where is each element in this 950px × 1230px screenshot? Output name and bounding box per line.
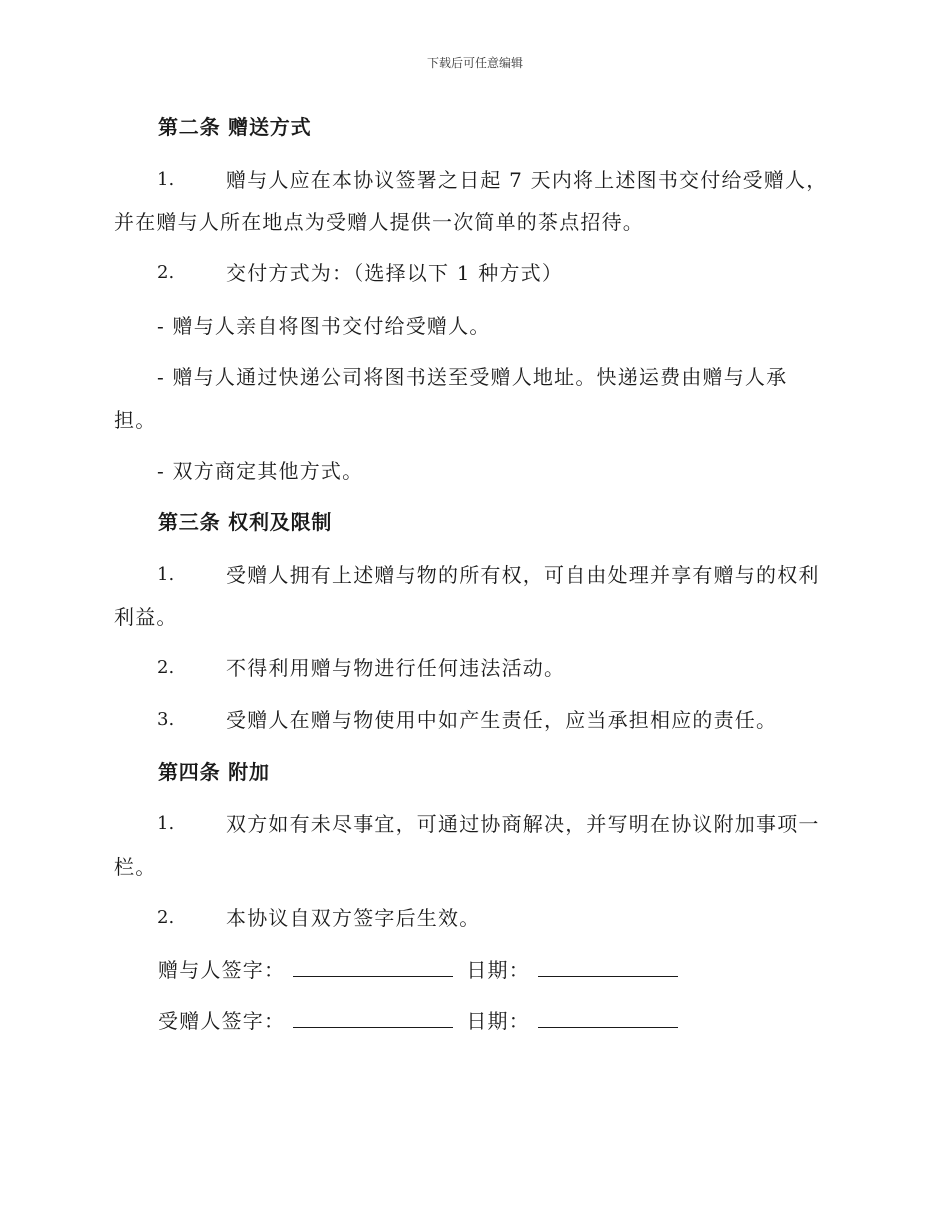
item-number: 1. xyxy=(157,169,175,190)
donor-date-field[interactable] xyxy=(538,958,678,977)
donor-signature-row xyxy=(158,958,678,982)
donee-signature-field[interactable] xyxy=(293,1009,453,1028)
item-number: 3. xyxy=(157,709,175,730)
section-heading-3: 第三条 权利及限制 xyxy=(158,510,333,534)
item-number: 1. xyxy=(157,813,175,834)
option-line: - 赠与人通过快递公司将图书送至受赠人地址。快递运费由赠与人承 xyxy=(157,365,788,389)
paragraph-line: 受赠人拥有上述赠与物的所有权，可自由处理并享有赠与的权利 xyxy=(226,563,820,587)
paragraph-line: 栏。 xyxy=(114,855,157,879)
paragraph-line: 担。 xyxy=(114,408,157,432)
section-heading-4: 第四条 附加 xyxy=(158,760,270,784)
paragraph-line: 利益。 xyxy=(114,605,178,629)
donor-date-label: 日期： xyxy=(466,958,530,982)
donee-signature-label: 受赠人签字： xyxy=(158,1009,286,1033)
donor-signature-field[interactable] xyxy=(293,958,453,977)
donee-date-field[interactable] xyxy=(538,1009,678,1028)
page-header: 下载后可任意编辑 xyxy=(426,56,523,70)
item-number: 2. xyxy=(157,907,175,928)
paragraph-line: 受赠人在赠与物使用中如产生责任，应当承担相应的责任。 xyxy=(226,708,778,732)
item-number: 2. xyxy=(157,657,175,678)
item-number: 1. xyxy=(157,564,175,585)
paragraph-line: 赠与人应在本协议签署之日起 7 天内将上述图书交付给受赠人， xyxy=(226,168,828,192)
option-line: - 赠与人亲自将图书交付给受赠人。 xyxy=(157,314,491,338)
donee-signature-row xyxy=(158,1009,678,1033)
paragraph-line: 并在赠与人所在地点为受赠人提供一次简单的茶点招待。 xyxy=(114,210,644,234)
donee-date-label: 日期： xyxy=(466,1009,530,1033)
section-heading-2: 第二条 赠送方式 xyxy=(158,115,312,139)
item-number: 2. xyxy=(157,262,175,283)
donor-signature-label: 赠与人签字： xyxy=(158,958,286,982)
paragraph-line: 本协议自双方签字后生效。 xyxy=(226,906,481,930)
paragraph-line: 交付方式为：（选择以下 1 种方式） xyxy=(226,261,564,285)
paragraph-line: 双方如有未尽事宜，可通过协商解决，并写明在协议附加事项一 xyxy=(226,812,820,836)
option-line: - 双方商定其他方式。 xyxy=(157,459,364,483)
paragraph-line: 不得利用赠与物进行任何违法活动。 xyxy=(226,656,566,680)
